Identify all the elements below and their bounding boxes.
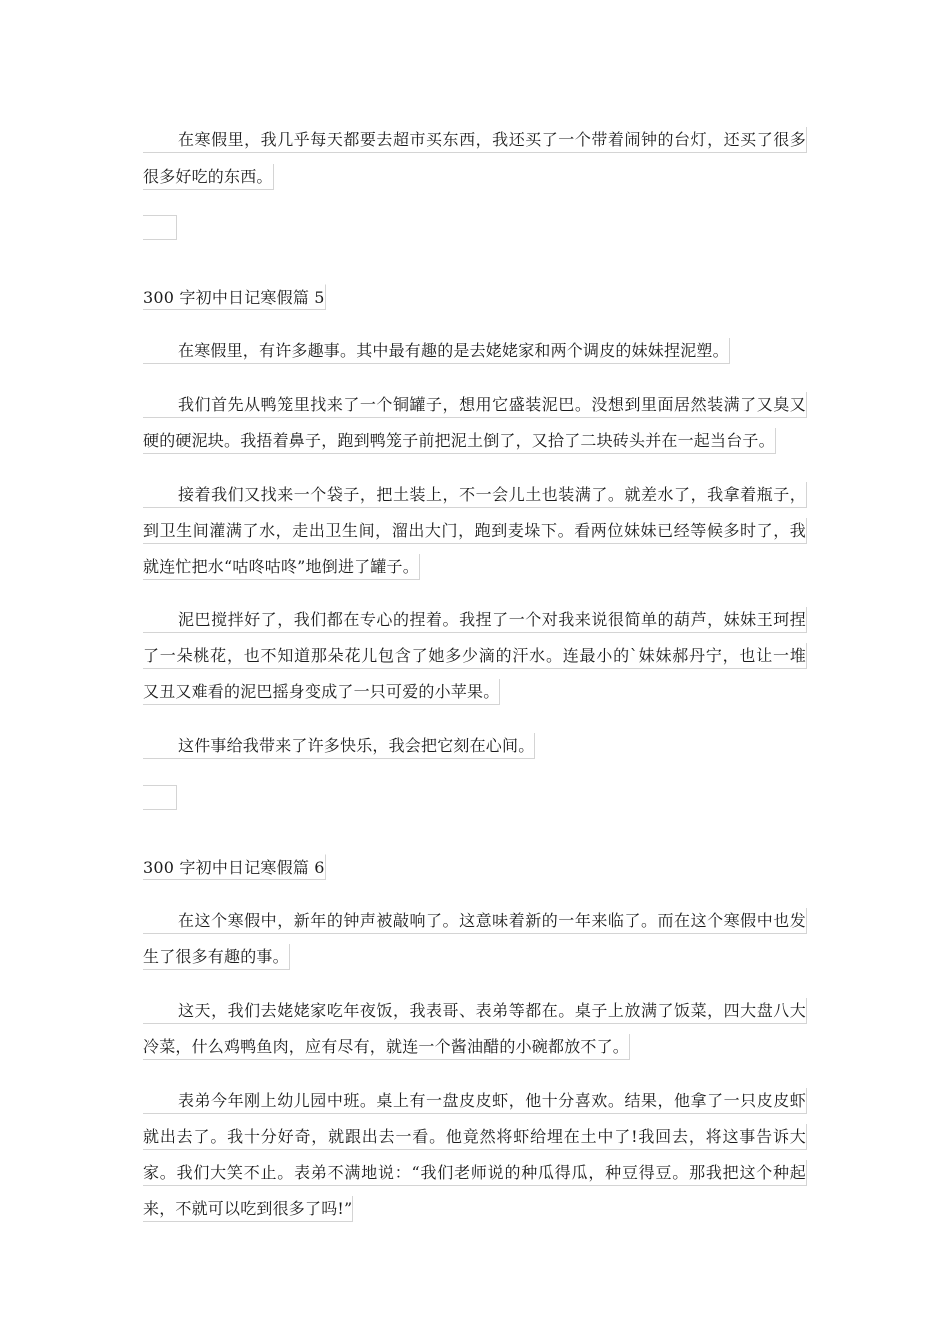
text-line: 就出去了。我十分好奇，就跟出去一看。他竟然将虾给埋在土中了!我回去，将这事告诉大: [143, 1124, 807, 1150]
text-line: 在寒假里，我几乎每天都要去超市买东西，我还买了一个带着闹钟的台灯，还买了很多: [143, 127, 807, 153]
text-line: 了一朵桃花，也不知道那朵花儿包含了她多少滴的汗水。连最小的`妹妹郝丹宁，也让一堆: [143, 643, 807, 669]
text-line: 接着我们又找来一个袋子，把土装上，不一会儿土也装满了。就差水了，我拿着瓶子，: [143, 482, 807, 508]
text-line: 来，不就可以吃到很多了吗!”: [143, 1196, 353, 1222]
text-line: 很多好吃的东西。: [143, 164, 274, 190]
text-line: 到卫生间灌满了水，走出卫生间，溜出大门，跑到麦垛下。看两位妹妹已经等候多时了，我: [143, 518, 807, 544]
text-line: 在这个寒假中，新年的钟声被敲响了。这意味着新的一年来临了。而在这个寒假中也发: [143, 908, 807, 934]
text-line: 家。我们大笑不止。表弟不满地说：“我们老师说的种瓜得瓜，种豆得豆。那我把这个种起: [143, 1160, 807, 1186]
text-line: 又丑又难看的泥巴摇身变成了一只可爱的小苹果。: [143, 679, 500, 705]
text-line: 这件事给我带来了许多快乐，我会把它刻在心间。: [143, 733, 535, 759]
text-line: 泥巴搅拌好了，我们都在专心的捏着。我捏了一个对我来说很简单的葫芦，妹妹王珂捏: [143, 607, 807, 633]
text-line: 这天，我们去姥姥家吃年夜饭，我表哥、表弟等都在。桌子上放满了饭菜，四大盘八大: [143, 998, 807, 1024]
text-line: 在寒假里，有许多趣事。其中最有趣的是去姥姥家和两个调皮的妹妹捏泥塑。: [143, 338, 730, 364]
section-heading-text: 300 字初中日记寒假篇 5: [143, 284, 326, 310]
empty-paragraph-marker: [143, 785, 177, 810]
section-heading-text: 300 字初中日记寒假篇 6: [143, 854, 326, 880]
text-line: 生了很多有趣的事。: [143, 944, 290, 970]
empty-paragraph-marker: [143, 215, 177, 240]
text-line: 冷菜，什么鸡鸭鱼肉，应有尽有，就连一个酱油醋的小碗都放不了。: [143, 1034, 630, 1060]
text-line: 就连忙把水“咕咚咕咚”地倒进了罐子。: [143, 554, 420, 580]
text-line: 硬的硬泥块。我捂着鼻子，跑到鸭笼子前把泥土倒了，又拾了二块砖头并在一起当台子。: [143, 428, 776, 454]
text-line: 表弟今年刚上幼儿园中班。桌上有一盘皮皮虾，他十分喜欢。结果，他拿了一只皮皮虾: [143, 1088, 807, 1114]
text-line: 我们首先从鸭笼里找来了一个铜罐子，想用它盛装泥巴。没想到里面居然装满了又臭又: [143, 392, 807, 418]
